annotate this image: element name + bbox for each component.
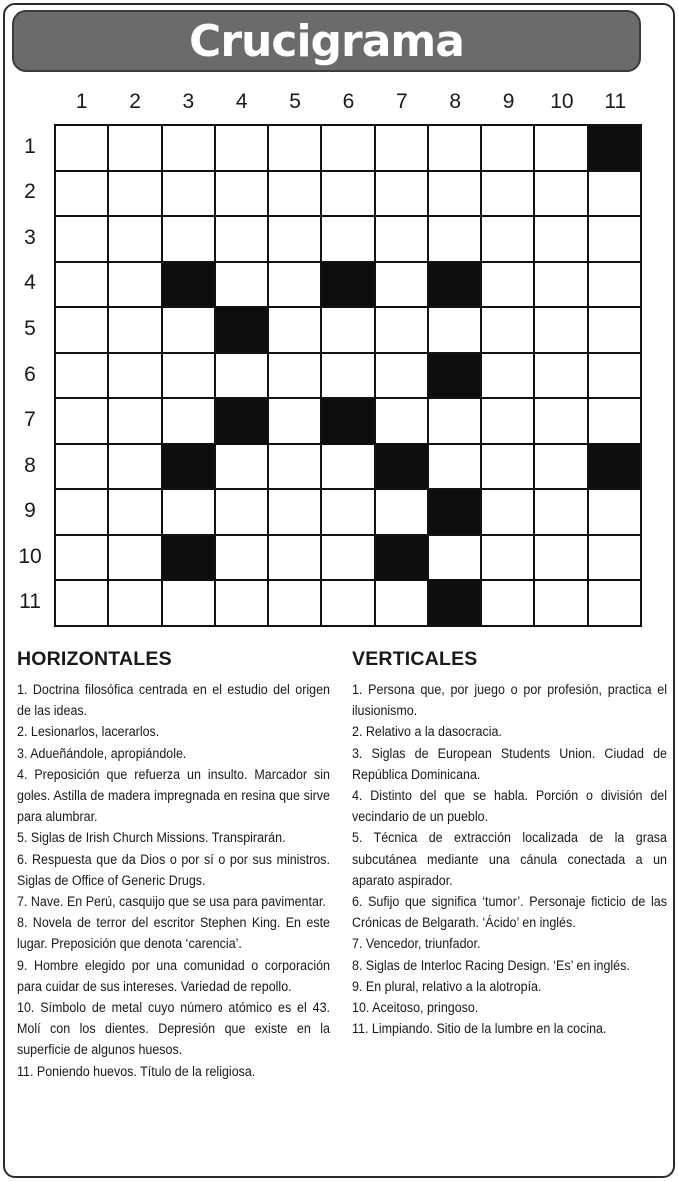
- white-cell[interactable]: [109, 263, 160, 307]
- white-cell[interactable]: [376, 399, 427, 443]
- white-cell[interactable]: [429, 308, 480, 352]
- vertical-clue: 3. Siglas de European Students Union. Ciudad de República Dominicana.: [352, 745, 667, 783]
- horizontal-clue: 6. Respuesta que da Dios o por sí o por sus ministros. Siglas de Office of Generic Drugs.: [17, 851, 330, 889]
- horizontal-clue: 4. Preposición que refuerza un insulto. Marcador sin goles. Astilla de madera impregnada en resina que sirve para alumbrar.: [17, 766, 330, 826]
- white-cell[interactable]: [56, 490, 107, 534]
- white-cell[interactable]: [535, 217, 586, 261]
- white-cell[interactable]: [269, 536, 320, 580]
- black-cell: [163, 445, 214, 489]
- white-cell[interactable]: [163, 126, 214, 170]
- black-cell: [376, 445, 427, 489]
- black-cell: [163, 263, 214, 307]
- white-cell[interactable]: [376, 490, 427, 534]
- white-cell[interactable]: [429, 172, 480, 216]
- white-cell[interactable]: [109, 126, 160, 170]
- white-cell[interactable]: [589, 172, 640, 216]
- white-cell[interactable]: [109, 490, 160, 534]
- white-cell[interactable]: [269, 308, 320, 352]
- white-cell[interactable]: [56, 172, 107, 216]
- white-cell[interactable]: [109, 308, 160, 352]
- row-number: 4: [24, 271, 36, 295]
- horizontal-clue: 10. Símbolo de metal cuyo número atómico es el 43. Molí con los dientes. Depresión que existe en la superficie de algunos huesos.: [17, 1000, 330, 1059]
- white-cell[interactable]: [216, 445, 267, 489]
- column-number: 10: [550, 90, 574, 113]
- white-cell[interactable]: [482, 217, 533, 261]
- white-cell[interactable]: [269, 126, 320, 170]
- horizontal-clue: 8. Novela de terror del escritor Stephen King. En este lugar. Preposición que denota ‘carencia’.: [17, 915, 330, 953]
- white-cell[interactable]: [429, 536, 480, 580]
- white-cell[interactable]: [269, 172, 320, 216]
- row-number: 11: [19, 590, 41, 614]
- vertical-clues: [352, 648, 666, 1040]
- vertical-clue: 10. Aceitoso, pringoso.: [352, 1000, 479, 1017]
- black-cell: [589, 126, 640, 170]
- white-cell[interactable]: [56, 445, 107, 489]
- page-title: Crucigrama: [189, 15, 464, 67]
- row-numbers: [10, 124, 50, 625]
- horizontal-clue: 1. Doctrina filosófica centrada en el estudio del origen de las ideas.: [17, 682, 330, 720]
- row-number: 8: [24, 453, 36, 477]
- vertical-clue: 2. Relativo a la dasocracia.: [352, 724, 502, 741]
- white-cell[interactable]: [535, 308, 586, 352]
- white-cell[interactable]: [482, 172, 533, 216]
- white-cell[interactable]: [376, 354, 427, 398]
- white-cell[interactable]: [429, 217, 480, 261]
- white-cell[interactable]: [482, 536, 533, 580]
- white-cell[interactable]: [56, 581, 107, 625]
- black-cell: [216, 308, 267, 352]
- black-cell: [322, 399, 373, 443]
- white-cell[interactable]: [376, 217, 427, 261]
- white-cell[interactable]: [163, 308, 214, 352]
- row-number: 10: [18, 544, 42, 568]
- white-cell[interactable]: [482, 445, 533, 489]
- white-cell[interactable]: [535, 581, 586, 625]
- black-cell: [429, 354, 480, 398]
- white-cell[interactable]: [269, 490, 320, 534]
- white-cell[interactable]: [482, 126, 533, 170]
- vertical-clue: 5. Técnica de extracción localizada de la grasa subcutánea mediante una cánula conectada a un aparato aspirador.: [352, 830, 667, 889]
- white-cell[interactable]: [322, 581, 373, 625]
- black-cell: [429, 490, 480, 534]
- white-cell[interactable]: [109, 354, 160, 398]
- black-cell: [429, 263, 480, 307]
- column-number: 7: [395, 90, 408, 113]
- white-cell[interactable]: [216, 263, 267, 307]
- vertical-clue: 7. Vencedor, triunfador.: [352, 936, 481, 953]
- white-cell[interactable]: [56, 308, 107, 352]
- white-cell[interactable]: [429, 399, 480, 443]
- black-cell: [376, 536, 427, 580]
- white-cell[interactable]: [269, 263, 320, 307]
- white-cell[interactable]: [589, 399, 640, 443]
- white-cell[interactable]: [216, 126, 267, 170]
- white-cell[interactable]: [376, 308, 427, 352]
- column-number: 5: [289, 90, 301, 113]
- white-cell[interactable]: [589, 308, 640, 352]
- white-cell[interactable]: [216, 354, 267, 398]
- horizontal-clue: 3. Adueñándole, apropiándole.: [17, 745, 187, 762]
- white-cell[interactable]: [535, 172, 586, 216]
- white-cell[interactable]: [163, 172, 214, 216]
- white-cell[interactable]: [216, 172, 267, 216]
- white-cell[interactable]: [322, 490, 373, 534]
- white-cell[interactable]: [589, 354, 640, 398]
- white-cell[interactable]: [589, 490, 640, 534]
- white-cell[interactable]: [56, 354, 107, 398]
- white-cell[interactable]: [109, 581, 160, 625]
- white-cell[interactable]: [163, 399, 214, 443]
- white-cell[interactable]: [482, 308, 533, 352]
- horizontal-clue: 7. Nave. En Perú, casquijo que se usa para pavimentar.: [17, 894, 326, 911]
- vertical-clue: 4. Distinto del que se habla. Porción o división del vecindario de un pueblo.: [352, 788, 667, 826]
- vertical-heading: VERTICALES: [352, 648, 478, 670]
- white-cell[interactable]: [535, 263, 586, 307]
- white-cell[interactable]: [216, 536, 267, 580]
- white-cell[interactable]: [535, 536, 586, 580]
- white-cell[interactable]: [109, 217, 160, 261]
- white-cell[interactable]: [535, 490, 586, 534]
- white-cell[interactable]: [429, 445, 480, 489]
- row-number: 1: [24, 134, 36, 158]
- column-number: 11: [604, 90, 627, 113]
- horizontal-heading: HORIZONTALES: [17, 648, 172, 670]
- white-cell[interactable]: [56, 399, 107, 443]
- white-cell[interactable]: [269, 354, 320, 398]
- row-number: 9: [24, 499, 36, 523]
- vertical-clue: 1. Persona que, por juego o por profesión, practica el ilusionismo.: [352, 682, 667, 720]
- white-cell[interactable]: [376, 581, 427, 625]
- column-numbers: [55, 90, 642, 114]
- white-cell[interactable]: [376, 263, 427, 307]
- white-cell[interactable]: [56, 263, 107, 307]
- black-cell: [216, 399, 267, 443]
- row-number: 6: [24, 362, 36, 386]
- white-cell[interactable]: [322, 217, 373, 261]
- white-cell[interactable]: [322, 536, 373, 580]
- white-cell[interactable]: [216, 217, 267, 261]
- column-number: 4: [235, 90, 248, 113]
- white-cell[interactable]: [535, 445, 586, 489]
- white-cell[interactable]: [109, 399, 160, 443]
- black-cell: [589, 445, 640, 489]
- white-cell[interactable]: [482, 581, 533, 625]
- white-cell[interactable]: [56, 217, 107, 261]
- row-number: 7: [24, 408, 36, 432]
- white-cell[interactable]: [163, 217, 214, 261]
- white-cell[interactable]: [322, 308, 373, 352]
- white-cell[interactable]: [535, 399, 586, 443]
- white-cell[interactable]: [163, 581, 214, 625]
- white-cell[interactable]: [589, 536, 640, 580]
- column-number: 6: [342, 90, 355, 113]
- column-number: 2: [129, 90, 141, 113]
- horizontal-clue: 2. Lesionarlos, lacerarlos.: [17, 724, 160, 741]
- vertical-clue: 9. En plural, relativo a la alotropía.: [352, 978, 542, 995]
- white-cell[interactable]: [269, 217, 320, 261]
- title-banner: [12, 10, 641, 72]
- white-cell[interactable]: [269, 399, 320, 443]
- white-cell[interactable]: [589, 263, 640, 307]
- column-number: 1: [75, 90, 88, 113]
- horizontal-clue: 5. Siglas de Irish Church Missions. Transpirarán.: [17, 830, 286, 847]
- black-cell: [322, 263, 373, 307]
- white-cell[interactable]: [216, 490, 267, 534]
- column-number: 3: [182, 90, 195, 113]
- white-cell[interactable]: [535, 126, 586, 170]
- white-cell[interactable]: [482, 263, 533, 307]
- white-cell[interactable]: [376, 172, 427, 216]
- white-cell[interactable]: [269, 581, 320, 625]
- white-cell[interactable]: [269, 445, 320, 489]
- white-cell[interactable]: [589, 217, 640, 261]
- row-number: 2: [24, 180, 36, 204]
- white-cell[interactable]: [535, 354, 586, 398]
- white-cell[interactable]: [109, 536, 160, 580]
- white-cell[interactable]: [109, 172, 160, 216]
- white-cell[interactable]: [109, 445, 160, 489]
- white-cell[interactable]: [429, 126, 480, 170]
- white-cell[interactable]: [322, 445, 373, 489]
- horizontal-clue: 9. Hombre elegido por una comunidad o corporación para cuidar de sus intereses. Variedad de repollo.: [17, 957, 330, 995]
- vertical-clue: 8. Siglas de Interloc Racing Design. ‘Es’ en inglés.: [352, 957, 630, 974]
- white-cell[interactable]: [216, 581, 267, 625]
- white-cell[interactable]: [163, 490, 214, 534]
- column-number: 9: [502, 90, 515, 113]
- crossword-grid: [54, 124, 642, 627]
- white-cell[interactable]: [376, 126, 427, 170]
- black-cell: [429, 581, 480, 625]
- row-number: 3: [24, 225, 36, 249]
- vertical-clue: 11. Limpiando. Sitio de la lumbre en la cocina.: [352, 1021, 607, 1038]
- white-cell[interactable]: [482, 490, 533, 534]
- white-cell[interactable]: [56, 126, 107, 170]
- horizontal-clue: 11. Poniendo huevos. Título de la religiosa.: [17, 1063, 256, 1080]
- white-cell[interactable]: [163, 354, 214, 398]
- white-cell[interactable]: [322, 172, 373, 216]
- column-number: 8: [449, 90, 462, 113]
- horizontal-clues: [17, 648, 329, 1083]
- white-cell[interactable]: [482, 354, 533, 398]
- black-cell: [163, 536, 214, 580]
- white-cell[interactable]: [56, 536, 107, 580]
- white-cell[interactable]: [482, 399, 533, 443]
- white-cell[interactable]: [322, 126, 373, 170]
- white-cell[interactable]: [589, 581, 640, 625]
- vertical-clue: 6. Sufijo que significa ‘tumor’. Personaje ficticio de las Crónicas de Belgarath. ‘Ácido’ en inglés.: [352, 894, 667, 932]
- row-number: 5: [24, 316, 36, 340]
- white-cell[interactable]: [322, 354, 373, 398]
